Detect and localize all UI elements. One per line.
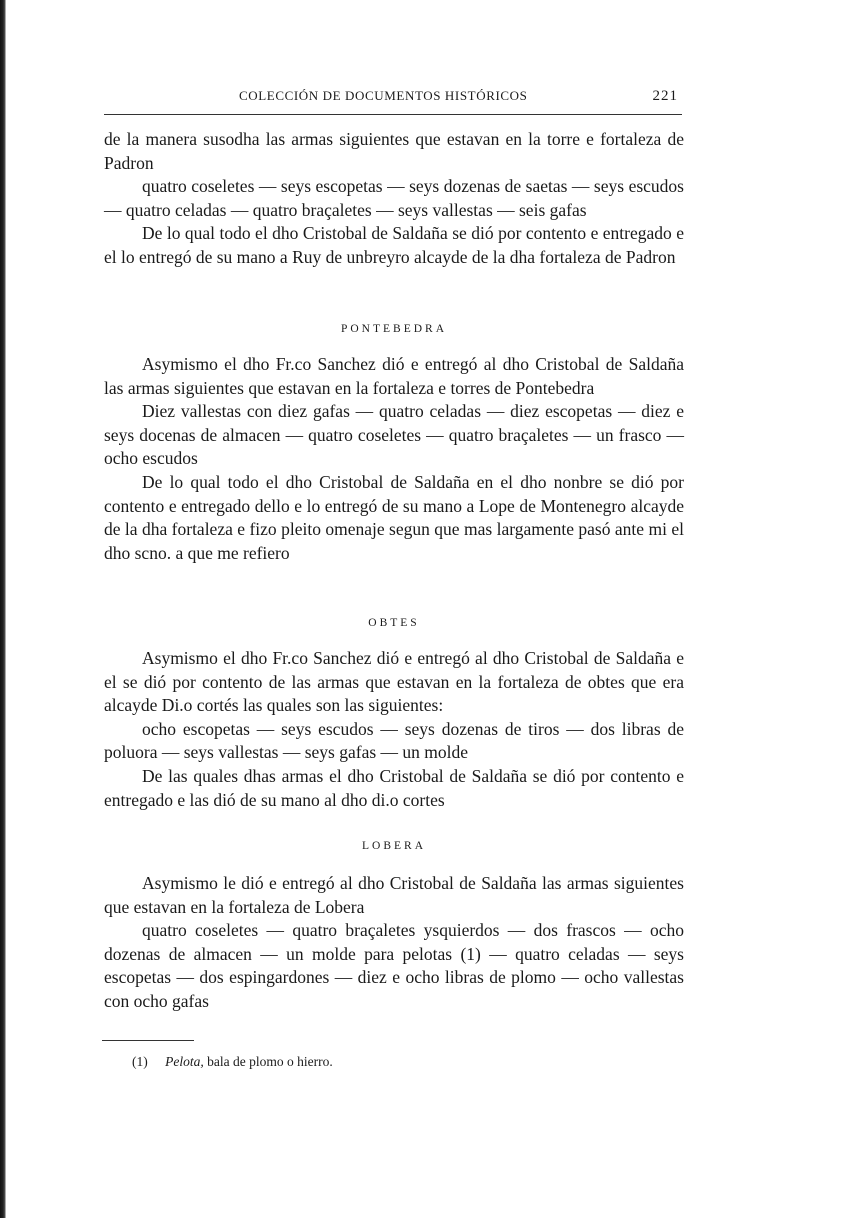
page-number: 221 xyxy=(652,88,678,104)
section-body-pontebedra xyxy=(104,353,684,565)
footnote-term: Pelota, xyxy=(165,1054,204,1069)
paragraph: ocho escopetas — seys escudos — seys dozenas de tiros — dos libras de poluora — seys vallestas — seys gafas — un molde xyxy=(104,718,684,763)
paragraph: De lo qual todo el dho Cristobal de Saldaña en el dho nonbre se dió por contento e entregado dello e lo entregó de su mano a Lope de Montenegro alcayde de la dha fortaleza e fizo pleito omenaje segun que mas largamente pasó ante mi el dho scno. a que me refiero xyxy=(104,471,684,563)
intro-block xyxy=(104,128,684,270)
section-heading-pontebedra: PONTEBEDRA xyxy=(340,323,448,335)
paragraph: Asymismo le dió e entregó al dho Cristobal de Saldaña las armas siguientes que estavan en la fortaleza de Lobera xyxy=(104,873,684,917)
section-body-lobera xyxy=(104,872,684,1014)
section-heading-obtes: OBTES xyxy=(368,617,420,629)
footnote-text: bala de plomo o hierro. xyxy=(207,1054,333,1069)
paragraph: Asymismo el dho Fr.co Sanchez dió e entregó al dho Cristobal de Saldaña e el se dió por contento de las armas que estavan en la fortaleza de obtes que era alcayde Di.o cortés las quales son las siguientes: xyxy=(104,648,684,716)
footnote-mark: (1) xyxy=(132,1054,148,1069)
footnote xyxy=(132,1054,333,1070)
header-rule xyxy=(104,114,682,115)
section-heading-lobera: LOBERA xyxy=(362,840,426,852)
running-title: COLECCIÓN DE DOCUMENTOS HISTÓRICOS xyxy=(239,88,528,103)
paragraph: de la manera susodha las armas siguientes que estavan en la torre e fortaleza de Padron xyxy=(104,129,684,173)
paragraph: quatro coseletes — seys escopetas — seys dozenas de saetas — seys escudos — quatro celadas — quatro braçaletes — seys vallestas — seis gafas xyxy=(104,176,684,220)
paragraph: quatro coseletes — quatro braçaletes ysquierdos — dos frascos — ocho dozenas de almacen — un molde para pelotas (1) — quatro celadas — seys escopetas — dos espingardones — diez e ocho libras de plomo — ocho vallestas con ocho gafas xyxy=(104,920,684,1011)
page-header xyxy=(104,88,684,112)
paragraph: De lo qual todo el dho Cristobal de Saldaña se dió por contento e entregado e el lo entregó de su mano a Ruy de unbreyro alcayde de la dha fortaleza de Padron xyxy=(104,223,684,267)
footnote-rule xyxy=(102,1040,194,1041)
paragraph: Diez vallestas con diez gafas — quatro celadas — diez escopetas — diez e seys docenas de almacen — quatro coseletes — quatro braçaletes — un frasco — ocho escudos xyxy=(104,401,684,469)
paragraph: De las quales dhas armas el dho Cristobal de Saldaña se dió por contento e entregado e las dió de su mano al dho di.o cortes xyxy=(104,765,684,810)
section-body-obtes xyxy=(104,647,684,812)
binding-edge xyxy=(0,0,6,1218)
paragraph: Asymismo el dho Fr.co Sanchez dió e entregó al dho Cristobal de Saldaña las armas siguientes que estavan en la fortaleza e torres de Pontebedra xyxy=(104,354,684,398)
